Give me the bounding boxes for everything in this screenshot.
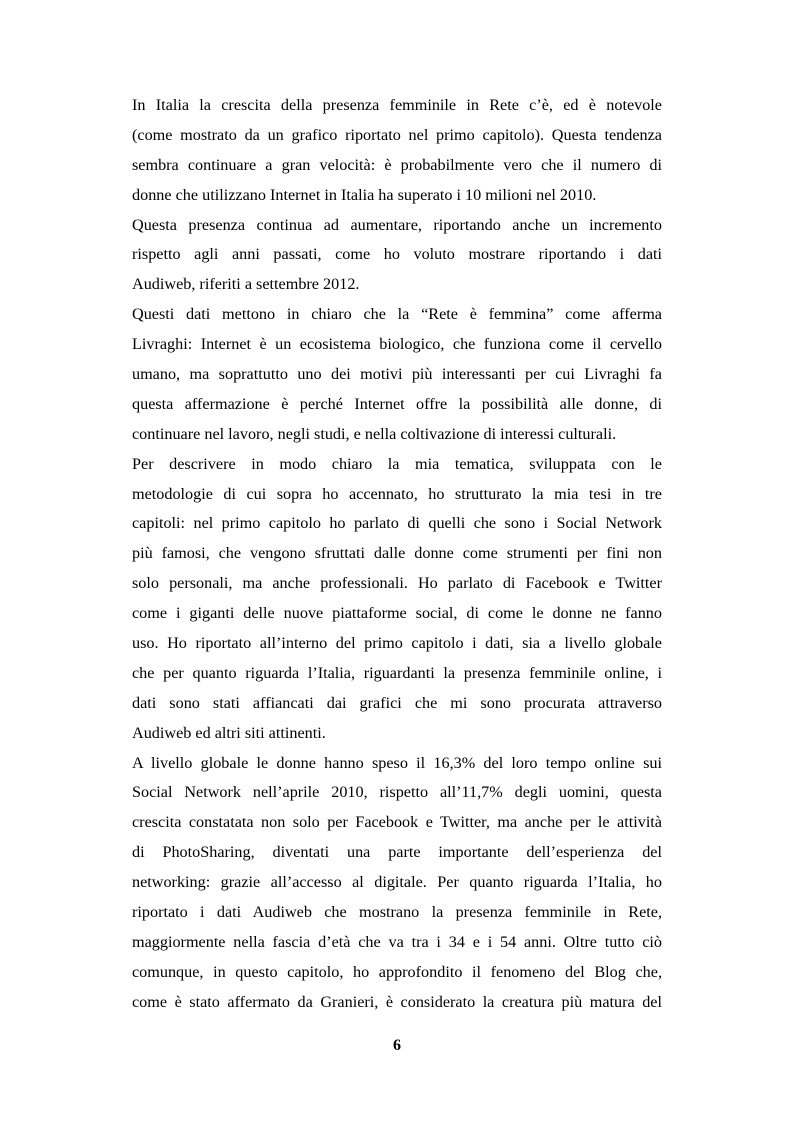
text-line: sembra continuare a gran velocità: è probabilmente vero che il numero di	[132, 155, 662, 174]
text-line: Social Network nell’aprile 2010, rispetto all’11,7% degli uomini, questa	[132, 783, 662, 802]
text-line: questa affermazione è perché Internet offre la possibilità alle donne, di	[132, 394, 662, 413]
text-line: A livello globale le donne hanno speso il 16,3% del loro tempo online sui	[132, 753, 662, 772]
text-line: umano, ma soprattutto uno dei motivi più interessanti per cui Livraghi fa	[132, 365, 662, 384]
text-line: continuare nel lavoro, negli studi, e nella coltivazione di interessi culturali.	[132, 424, 617, 443]
body-text	[132, 91, 662, 1018]
text-line: (come mostrato da un grafico riportato nel primo capitolo). Questa tendenza	[132, 125, 662, 144]
text-line: uso. Ho riportato all’interno del primo capitolo i dati, sia a livello globale	[132, 634, 662, 653]
text-line: comunque, in questo capitolo, ho approfondito il fenomeno del Blog che,	[132, 962, 662, 981]
text-line: solo personali, ma anche professionali. Ho parlato di Facebook e Twitter	[132, 574, 662, 593]
text-line: come è stato affermato da Granieri, è considerato la creatura più matura del	[132, 992, 662, 1011]
text-line: In Italia la crescita della presenza femminile in Rete c’è, ed è notevole	[132, 96, 662, 114]
text-line: Audiweb, riferiti a settembre 2012.	[132, 275, 360, 294]
text-line: Questa presenza continua ad aumentare, riportando anche un incremento	[132, 215, 662, 234]
text-line: Audiweb ed altri siti attinenti.	[132, 723, 326, 742]
text-line: crescita constatata non solo per Facebook e Twitter, ma anche per le attività	[132, 813, 662, 832]
text-line: donne che utilizzano Internet in Italia ha superato i 10 milioni nel 2010.	[132, 185, 597, 204]
text-line: maggiormente nella fascia d’età che va tra i 34 e i 54 anni. Oltre tutto ciò	[132, 932, 662, 951]
text-line: capitoli: nel primo capitolo ho parlato di quelli che sono i Social Network	[132, 514, 662, 533]
text-line: riportato i dati Audiweb che mostrano la presenza femminile in Rete,	[132, 903, 662, 922]
page-number: 6	[393, 1037, 401, 1054]
text-line: Livraghi: Internet è un ecosistema biologico, che funziona come il cervello	[132, 335, 662, 354]
text-line: networking: grazie all’accesso al digitale. Per quanto riguarda l’Italia, ho	[132, 873, 662, 892]
text-line: di PhotoSharing, diventati una parte importante dell’esperienza del	[132, 843, 662, 862]
text-line: più famosi, che vengono sfruttati dalle donne come strumenti per fini non	[132, 544, 662, 563]
text-line: dati sono stati affiancati dai grafici che mi sono procurata attraverso	[132, 693, 662, 712]
text-line: rispetto agli anni passati, come ho voluto mostrare riportando i dati	[132, 245, 662, 264]
text-line: che per quanto riguarda l’Italia, riguardanti la presenza femminile online, i	[132, 663, 662, 682]
text-line: come i giganti delle nuove piattaforme social, di come le donne ne fanno	[132, 604, 662, 623]
text-line: Questi dati mettono in chiaro che la “Rete è femmina” come afferma	[132, 305, 662, 324]
text-line: Per descrivere in modo chiaro la mia tematica, sviluppata con le	[132, 454, 662, 473]
text-line: metodologie di cui sopra ho accennato, ho strutturato la mia tesi in tre	[132, 484, 662, 503]
